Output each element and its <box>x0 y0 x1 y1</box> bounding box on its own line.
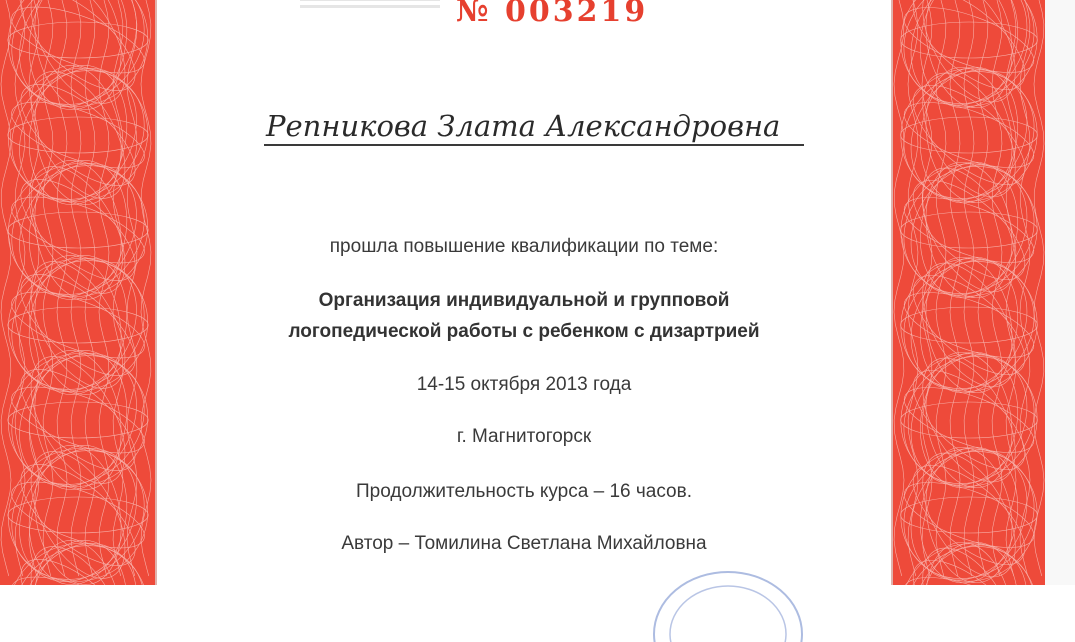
course-duration: Продолжительность курса – 16 часов. <box>356 481 692 502</box>
guilloche-pattern <box>893 0 1045 585</box>
name-underline <box>264 144 804 146</box>
stamp-seal <box>648 562 808 642</box>
course-author: Автор – Томилина Светлана Михайловна <box>341 533 707 554</box>
right-border-rule <box>891 0 893 585</box>
course-city: г. Магнитогорск <box>456 426 592 447</box>
intro-text: прошла повышение квалификации по теме: <box>329 236 719 257</box>
faded-header-text <box>300 0 440 14</box>
right-guilloche-border <box>893 0 1045 585</box>
scan-margin <box>1045 0 1075 585</box>
left-guilloche-border <box>0 0 156 585</box>
course-dates: 14-15 октября 2013 года <box>416 374 632 395</box>
course-topic-line1: Организация индивидуальной и групповой <box>318 290 730 311</box>
certificate-number: № 003219 <box>456 0 649 29</box>
recipient-name: Репникова Злата Александровна <box>266 109 781 143</box>
guilloche-pattern <box>0 0 156 585</box>
course-topic <box>157 285 891 347</box>
course-topic-line2: логопедической работы с ребенком с дизартрией <box>288 321 760 342</box>
